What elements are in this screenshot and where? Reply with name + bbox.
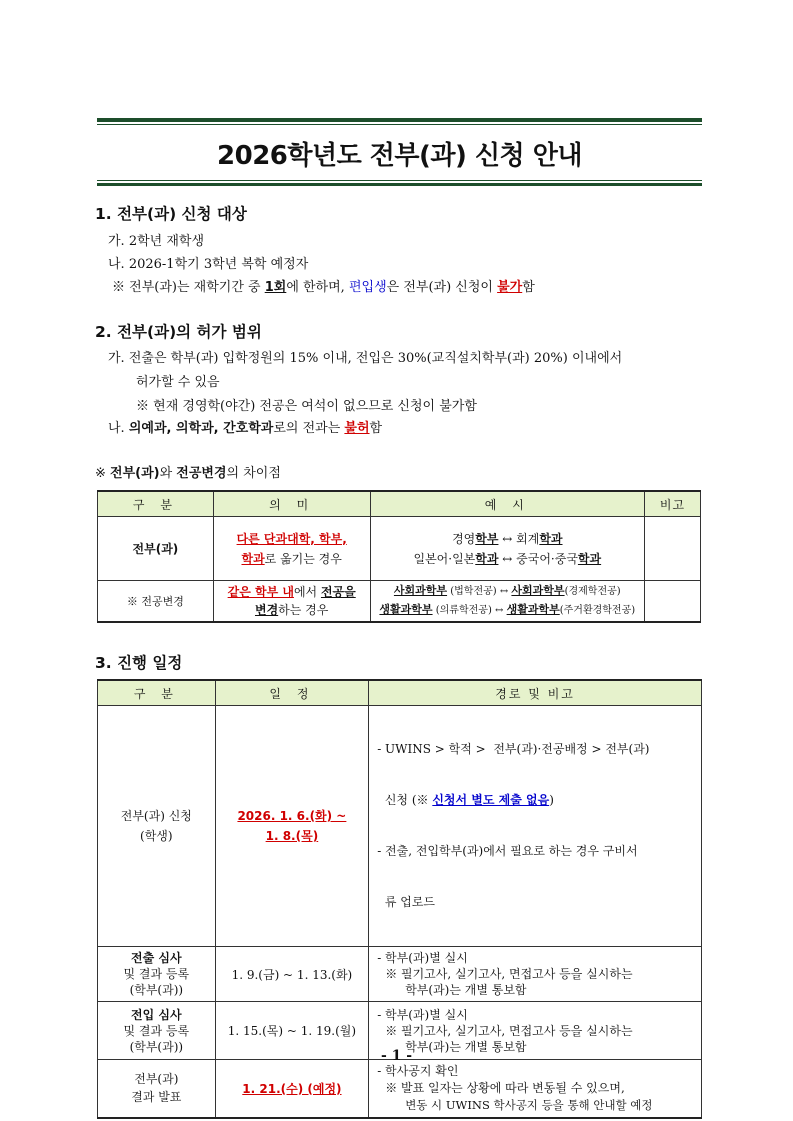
phase-cell: 전부(과) 신청 (학생) bbox=[98, 706, 216, 947]
col-header: 구 분 bbox=[98, 680, 216, 706]
col-header: 예 시 bbox=[370, 491, 645, 517]
table-row bbox=[98, 517, 701, 581]
col-header: 경로 및 비고 bbox=[369, 680, 702, 706]
s2-item-b: 나. 의예과, 의학과, 간호학과로의 전과는 불허함 bbox=[108, 421, 383, 436]
col-header: 의 미 bbox=[213, 491, 370, 517]
section-3-heading: 3. 진행 일정 bbox=[95, 654, 183, 672]
date-cell: 1. 21.(수) (예정) bbox=[215, 1060, 369, 1118]
row-label: ※ 전공변경 bbox=[98, 581, 214, 623]
date-cell: 2026. 1. 6.(화) ~ 1. 8.(목) bbox=[215, 706, 369, 947]
col-header: 일 정 bbox=[215, 680, 369, 706]
table-row bbox=[98, 1060, 702, 1118]
s1-item-b: 나. 2026-1학기 3학년 복학 예정자 bbox=[108, 257, 309, 272]
section-2-heading: 2. 전부(과)의 허가 범위 bbox=[95, 323, 262, 341]
note-cell bbox=[645, 517, 701, 581]
s1-item-a: 가. 2학년 재학생 bbox=[108, 234, 205, 249]
page-number: - 1 - bbox=[380, 1048, 413, 1064]
notes-cell: - 학부(과)별 실시 ※ 필기고사, 실기고사, 면접고사 등을 실시하는 학부(과)는 개별 통보함 bbox=[369, 1002, 702, 1060]
example-cell: 사회과학부 (법학전공) ↔ 사회과학부(경제학전공) 생활과학부 (의류학전공) ↔ 생활과학부(주거환경학전공) bbox=[370, 581, 645, 623]
notes-cell: - UWINS > 학적 > 전부(과)·전공배정 > 전부(과) 신청 (※ 신청서 별도 제출 없음) - 전출, 전입학부(과)에서 필요로 하는 경우 구비서 류 업로드 bbox=[369, 706, 702, 947]
diff-caption: ※ 전부(과)와 전공변경의 차이점 bbox=[95, 466, 281, 481]
phase-cell: 전입 심사 및 결과 등록 (학부(과)) bbox=[98, 1002, 216, 1060]
s2-item-a-line2: 허가할 수 있음 bbox=[136, 375, 220, 390]
table-row bbox=[98, 947, 702, 1002]
difference-table bbox=[97, 490, 701, 623]
page-title: 2026학년도 전부(과) 신청 안내 bbox=[217, 141, 582, 171]
s1-note: ※ 전부(과)는 재학기간 중 1회에 한하며, 편입생은 전부(과) 신청이 불가함 bbox=[112, 280, 535, 295]
meaning-cell: 같은 학부 내에서 전공을 변경하는 경우 bbox=[213, 581, 370, 623]
meaning-cell: 다른 단과대학, 학부, 학과로 옮기는 경우 bbox=[213, 517, 370, 581]
notes-cell: - 학사공지 확인 ※ 발표 일자는 상황에 따라 변동될 수 있으며, 변동 시 UWINS 학사공지 등을 통해 안내할 예정 bbox=[369, 1060, 702, 1118]
date-cell: 1. 15.(목) ~ 1. 19.(월) bbox=[215, 1002, 369, 1060]
note-cell bbox=[645, 581, 701, 623]
table-row bbox=[98, 581, 701, 623]
table-row bbox=[98, 706, 702, 947]
s2-item-a-note: ※ 현재 경영학(야간) 전공은 여석이 없으므로 신청이 불가함 bbox=[136, 399, 477, 414]
row-label: 전부(과) bbox=[98, 517, 214, 581]
s2-item-a-line1: 가. 전출은 학부(과) 입학정원의 15% 이내, 전입은 30%(교직설치학부(과) 20%) 이내에서 bbox=[108, 351, 623, 366]
phase-cell: 전출 심사 및 결과 등록 (학부(과)) bbox=[98, 947, 216, 1002]
section-1-heading: 1. 전부(과) 신청 대상 bbox=[95, 205, 247, 223]
col-header: 구 분 bbox=[98, 491, 214, 517]
date-cell: 1. 9.(금) ~ 1. 13.(화) bbox=[215, 947, 369, 1002]
notes-cell: - 학부(과)별 실시 ※ 필기고사, 실기고사, 면접고사 등을 실시하는 학부(과)는 개별 통보함 bbox=[369, 947, 702, 1002]
example-cell: 경영학부 ↔ 회계학과 일본어·일본학과 ↔ 중국어·중국학과 bbox=[370, 517, 645, 581]
col-header: 비고 bbox=[645, 491, 701, 517]
title-box bbox=[97, 118, 702, 186]
phase-cell: 전부(과) 결과 발표 bbox=[98, 1060, 216, 1118]
